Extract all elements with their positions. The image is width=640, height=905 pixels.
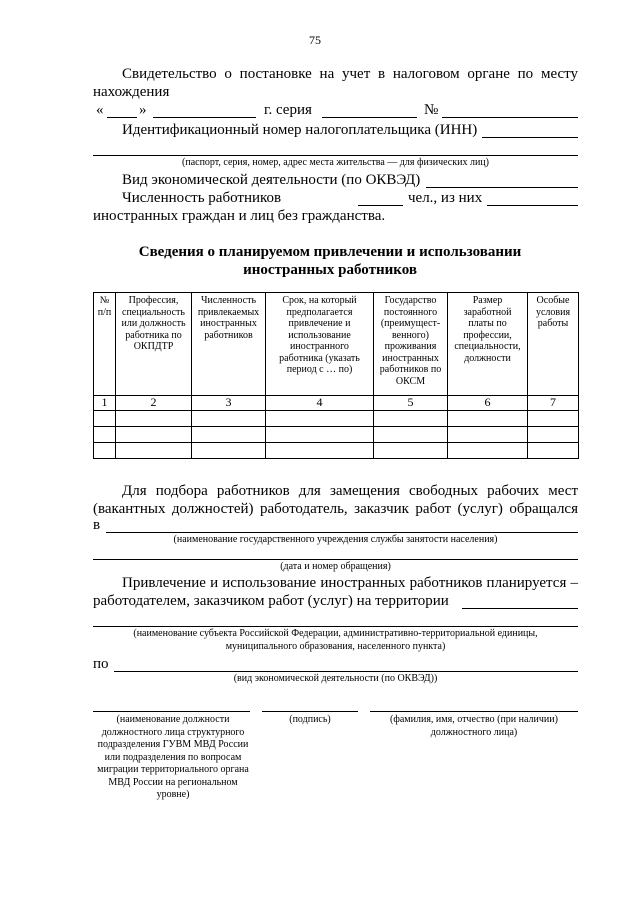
table-cell[interactable] (448, 443, 528, 459)
table-cell[interactable] (192, 443, 266, 459)
header-profession: Профессия, специальность или должность работника по ОКПДТР (116, 293, 192, 396)
table-cell[interactable] (374, 427, 448, 443)
inn-label: Идентификационный номер налогоплательщика (ИНН) (122, 122, 478, 138)
col-number-2: 2 (116, 396, 192, 411)
header-salary: Размер заработной платы по профессии, специальности, должности (448, 293, 528, 396)
table-cell[interactable] (192, 427, 266, 443)
activity-field[interactable] (114, 671, 578, 672)
table-cell[interactable] (266, 411, 374, 427)
planning-line2: работодателем, заказчиком работ (услуг) на территории (93, 593, 449, 609)
table-row (94, 443, 579, 459)
inn-field[interactable] (482, 137, 578, 138)
passport-field[interactable] (93, 155, 578, 156)
foreign-count-field[interactable] (487, 205, 578, 206)
table-cell[interactable] (374, 443, 448, 459)
col-number-7: 7 (528, 396, 579, 411)
appeal-date-field[interactable] (93, 559, 578, 560)
subject-caption-line2: муниципального образования, населенного пункта) (225, 641, 446, 652)
table-header-row (94, 293, 579, 396)
table-cell[interactable] (374, 411, 448, 427)
header-period: Срок, на который предполагается привлечение и использование иностранного работника (указать период с … по) (266, 293, 374, 396)
full-name-field[interactable] (370, 711, 578, 712)
table-cell[interactable] (266, 427, 374, 443)
table-cell[interactable] (266, 443, 374, 459)
okved-field[interactable] (426, 187, 578, 188)
prefix-v: в (93, 517, 101, 533)
appeal-date-caption: (дата и номер обращения) (280, 561, 391, 572)
certificate-line2: нахождения (93, 84, 170, 100)
signature-field[interactable] (262, 711, 358, 712)
number-sign: № (424, 102, 439, 118)
page-number: 75 (309, 33, 321, 47)
employees-field[interactable] (358, 205, 403, 206)
prefix-po: по (93, 656, 109, 672)
header-conditions: Особые условия работы (528, 293, 579, 396)
table-cell[interactable] (528, 411, 579, 427)
table-row (94, 411, 579, 427)
table-row (94, 427, 579, 443)
table-cell[interactable] (528, 443, 579, 459)
day-field[interactable] (107, 117, 137, 118)
year-series-label: г. серия (264, 102, 312, 118)
table-cell[interactable] (116, 443, 192, 459)
col-number-3: 3 (192, 396, 266, 411)
workers-table (93, 292, 579, 459)
table-cell[interactable] (448, 427, 528, 443)
quote-close: » (139, 102, 147, 118)
employees-label: Численность работников (122, 190, 282, 206)
subject-field[interactable] (93, 626, 578, 627)
certificate-line1: Свидетельство о постановке на учет в налоговом органе по месту (122, 66, 578, 82)
territory-field[interactable] (462, 608, 578, 609)
number-field[interactable] (442, 117, 578, 118)
header-count: Численность привлекаемых иностранных работников (192, 293, 266, 396)
header-country: Государство постоянного (преимущест-венного) проживания иностранных работников по ОКСМ (374, 293, 448, 396)
header-number: № п/п (94, 293, 116, 396)
table-cell[interactable] (94, 443, 116, 459)
position-field[interactable] (93, 711, 250, 712)
table-cell[interactable] (116, 427, 192, 443)
full-name-caption: (фамилия, имя, отчество (при наличии) должностного лица) (390, 714, 558, 738)
table-cell[interactable] (528, 427, 579, 443)
subject-caption-line1: (наименование субъекта Российской Федерации, административно-территориальной единицы, (133, 628, 538, 639)
vacancy-line1: Для подбора работников для замещения свободных рабочих мест (122, 483, 578, 499)
series-field[interactable] (322, 117, 417, 118)
col-number-1: 1 (94, 396, 116, 411)
section-title-line1: Сведения о планируемом привлечении и использовании (138, 244, 522, 260)
table-cell[interactable] (94, 427, 116, 443)
col-number-6: 6 (448, 396, 528, 411)
passport-caption: (паспорт, серия, номер, адрес места жительства — для физических лиц) (182, 157, 489, 168)
table-cell[interactable] (192, 411, 266, 427)
table-cell[interactable] (448, 411, 528, 427)
position-caption: (наименование должности должностного лица структурного подразделения ГУВМ МВД России или подразделения по вопросам миграции территориального органа МВД России на региональном уровне) (97, 714, 249, 800)
activity-caption: (вид экономической деятельности (по ОКВЭД)) (233, 673, 438, 684)
employment-service-field[interactable] (106, 532, 578, 533)
section-title-line2: иностранных работников (243, 262, 417, 278)
vacancy-line2: (вакантных должностей) работодатель, заказчик работ (услуг) обращался (93, 501, 578, 517)
table-cell[interactable] (94, 411, 116, 427)
month-field[interactable] (153, 117, 256, 118)
col-number-5: 5 (374, 396, 448, 411)
okved-label: Вид экономической деятельности (по ОКВЭД) (122, 172, 421, 188)
quote-open: « (96, 102, 104, 118)
foreign-label: иностранных граждан и лиц без гражданства. (93, 208, 386, 224)
table-cell[interactable] (116, 411, 192, 427)
col-number-4: 4 (266, 396, 374, 411)
planning-line1: Привлечение и использование иностранных работников планируется – (122, 575, 578, 591)
employment-service-caption: (наименование государственного учреждения службы занятости населения) (173, 534, 498, 545)
signature-caption: (подпись) (289, 714, 331, 725)
table-row-numbers (94, 396, 579, 411)
persons-among-label: чел., из них (408, 190, 483, 206)
